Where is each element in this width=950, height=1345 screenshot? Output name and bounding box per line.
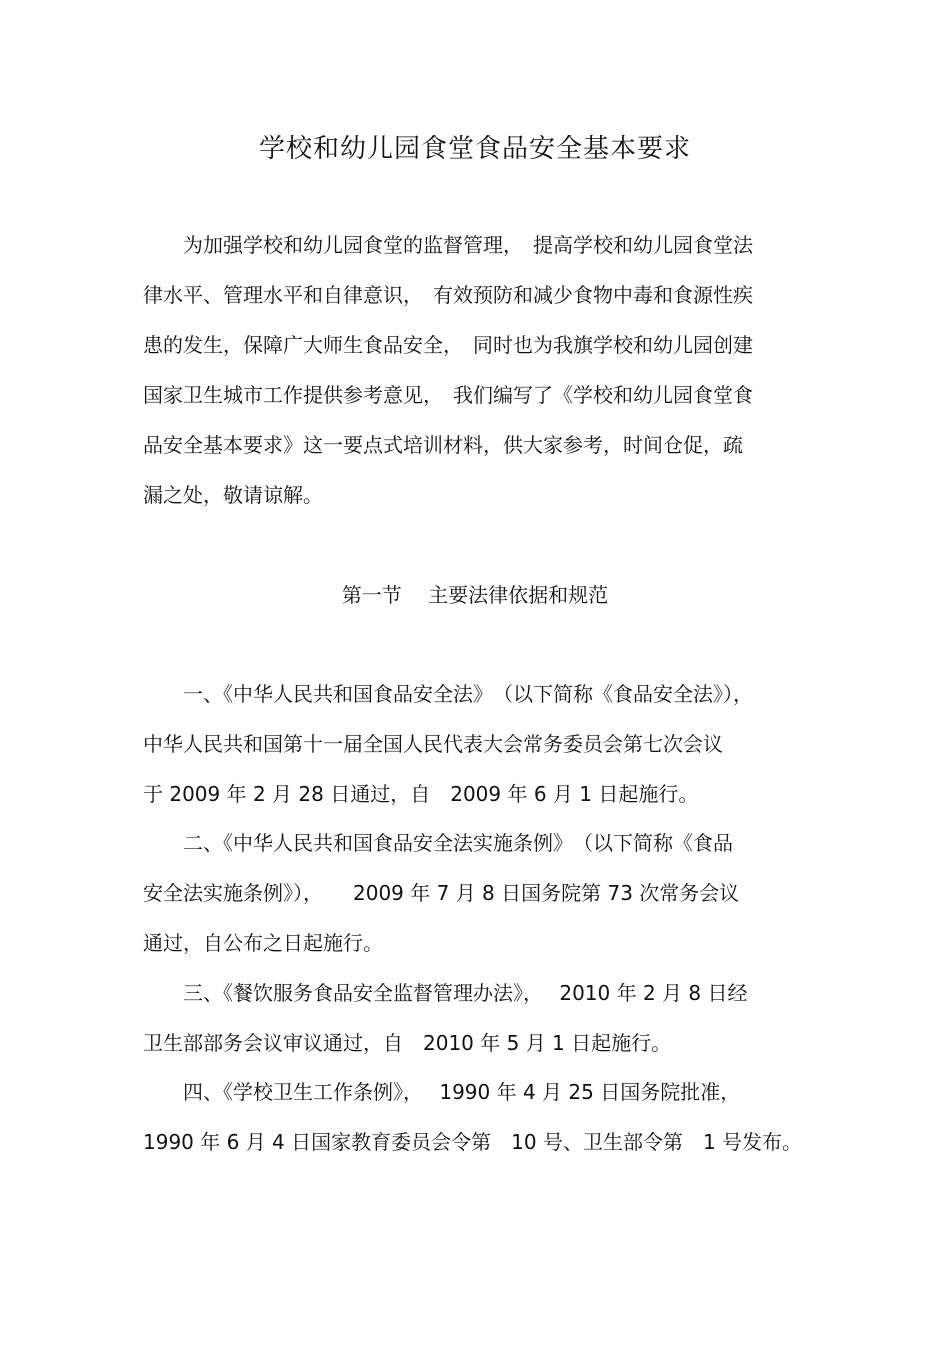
body-line: 二、《中华人民共和国食品安全法实施条例》 （以下简称《食品 (143, 831, 733, 855)
intro-line: 律水平、管理水平和自律意识， 有效预防和减少食物中毒和食源性疾 (143, 283, 753, 307)
section-heading: 第一节 主要法律依据和规范 (341, 583, 609, 607)
intro-line: 国家卫生城市工作提供参考意见， 我们编写了《学校和幼儿园食堂食 (143, 383, 753, 407)
body-line: 安全法实施条例》）， 2009 年 7 月 8 日国务院第 73 次常务会议 (143, 881, 740, 905)
document-title: 学校和幼儿园食堂食品安全基本要求 (258, 134, 691, 164)
intro-line: 患的发生，保障广大师生食品安全， 同时也为我旗学校和幼儿园创建 (143, 333, 753, 357)
body-line: 1990 年 6 月 4 日国家教育委员会令第 10 号、卫生部令第 1 号发布。 (143, 1130, 803, 1154)
body-line: 通过，自公布之日起施行。 (143, 931, 383, 955)
intro-line: 为加强学校和幼儿园食堂的监督管理， 提高学校和幼儿园食堂法 (143, 233, 753, 257)
body-line: 卫生部部务会议审议通过，自 2010 年 5 月 1 日起施行。 (143, 1031, 672, 1055)
body-line: 中华人民共和国第十一届全国人民代表大会常务委员会第七次会议 (143, 732, 723, 756)
body-line: 一、《中华人民共和国食品安全法》 （以下简称《食品安全法》）， (143, 682, 753, 706)
body-line: 四、《学校卫生工作条例》， 1990 年 4 月 25 日国务院批准， (143, 1080, 741, 1104)
intro-line: 漏之处，敬请谅解。 (143, 483, 323, 507)
body-line: 三、《餐饮服务食品安全监督管理办法》， 2010 年 2 月 8 日经 (143, 981, 748, 1005)
intro-line: 品安全基本要求》这一要点式培训材料，供大家参考，时间仓促，疏 (143, 433, 743, 457)
body-line: 于 2009 年 2 月 28 日通过，自 2009 年 6 月 1 日起施行。 (143, 782, 699, 806)
